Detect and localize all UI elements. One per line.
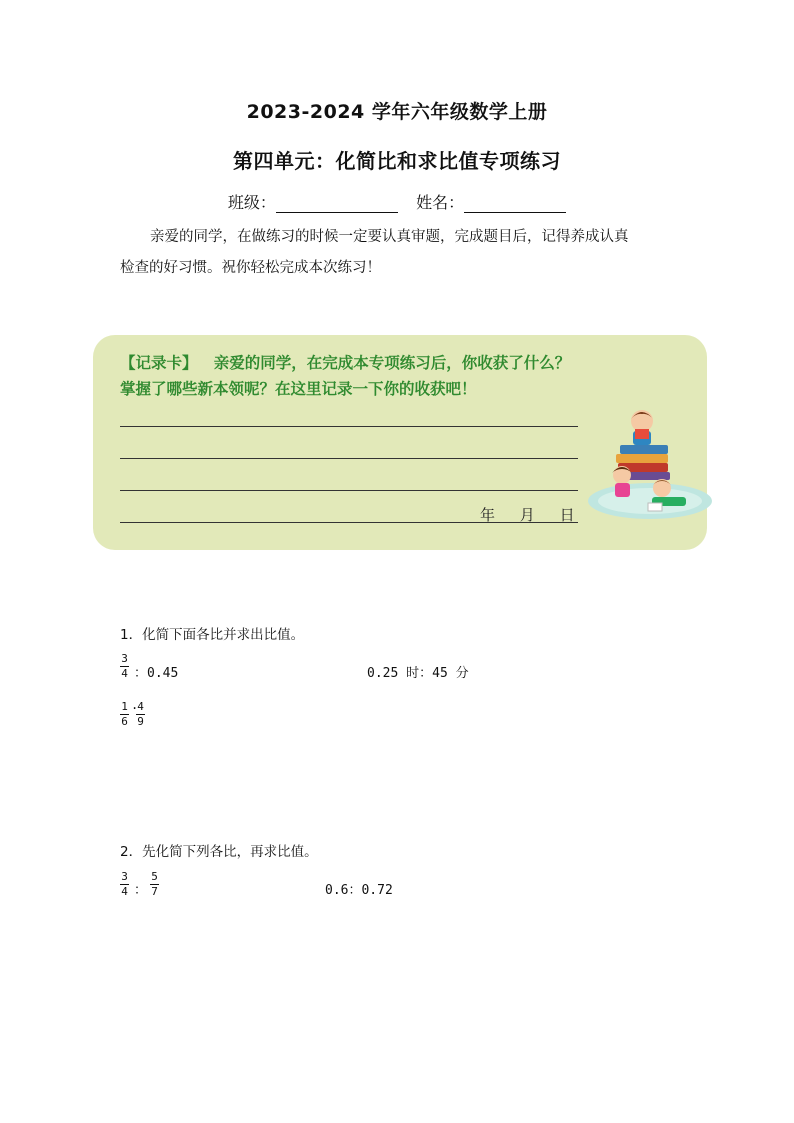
q2-item1-fraction-1 xyxy=(120,871,129,898)
page-subtitle: 第四单元：化简比和求比值专项练习 xyxy=(233,149,561,173)
record-card-line-1: 【记录卡】 亲爱的同学，在完成本专项练习后，你收获了什么？ xyxy=(120,353,571,372)
record-card-text xyxy=(120,350,680,402)
q1-item3-fraction-1 xyxy=(120,701,129,728)
question-1-title: 1．化简下面各比并求出比值。 xyxy=(120,627,305,643)
q1-item3-denominator-2: 9 xyxy=(137,715,144,728)
q1-item3-separator: . xyxy=(131,698,139,712)
q2-item1-numerator-2: 5 xyxy=(151,870,158,883)
q1-item3-numerator-2: 4 xyxy=(137,700,144,713)
q2-item1-separator: ： xyxy=(134,883,148,898)
question-2-title: 2．先化简下列各比，再求比值。 xyxy=(120,844,318,860)
day-label: 日 xyxy=(559,506,575,524)
q1-item1-denominator: 4 xyxy=(121,667,128,680)
q1-item3-fraction-2 xyxy=(136,701,145,728)
student-info-row xyxy=(0,190,794,213)
q2-item1-denominator-1: 4 xyxy=(121,885,128,898)
q1-item3-denominator-1: 6 xyxy=(121,715,128,728)
q2-item1-fraction-2 xyxy=(150,871,159,898)
intro-paragraph xyxy=(120,222,680,284)
record-card-line-2: 掌握了哪些新本领呢？在这里记录一下你的收获吧！ xyxy=(120,379,477,398)
year-label: 年 xyxy=(480,506,496,524)
q1-item1-numerator: 3 xyxy=(121,652,128,665)
record-line-1[interactable] xyxy=(120,426,578,427)
class-label: 班级： xyxy=(227,193,276,212)
kids-reading-illustration xyxy=(578,405,714,527)
q1-item2: 0.25 时：45 分 xyxy=(367,666,469,681)
record-line-3[interactable] xyxy=(120,490,578,491)
q1-item1-fraction xyxy=(120,653,129,680)
intro-line-1: 亲爱的同学，在做练习的时候一定要认真审题，完成题目后，记得养成认真 xyxy=(150,229,629,245)
q1-item1-rest: ：0.45 xyxy=(134,666,179,681)
q2-item2: 0.6：0.72 xyxy=(325,883,393,898)
record-line-2[interactable] xyxy=(120,458,578,459)
intro-line-2: 检查的好习惯。祝你轻松完成本次练习！ xyxy=(120,260,381,276)
name-label: 姓名： xyxy=(416,193,465,212)
q2-item1-numerator-1: 3 xyxy=(121,870,128,883)
q2-item1-denominator-2: 7 xyxy=(151,885,158,898)
record-date xyxy=(470,504,585,525)
name-field[interactable] xyxy=(464,194,566,213)
q1-item3-numerator-1: 1 xyxy=(121,700,128,713)
month-label: 月 xyxy=(519,506,535,524)
page-title: 2023-2024 学年六年级数学上册 xyxy=(246,101,548,123)
class-field[interactable] xyxy=(276,194,398,213)
